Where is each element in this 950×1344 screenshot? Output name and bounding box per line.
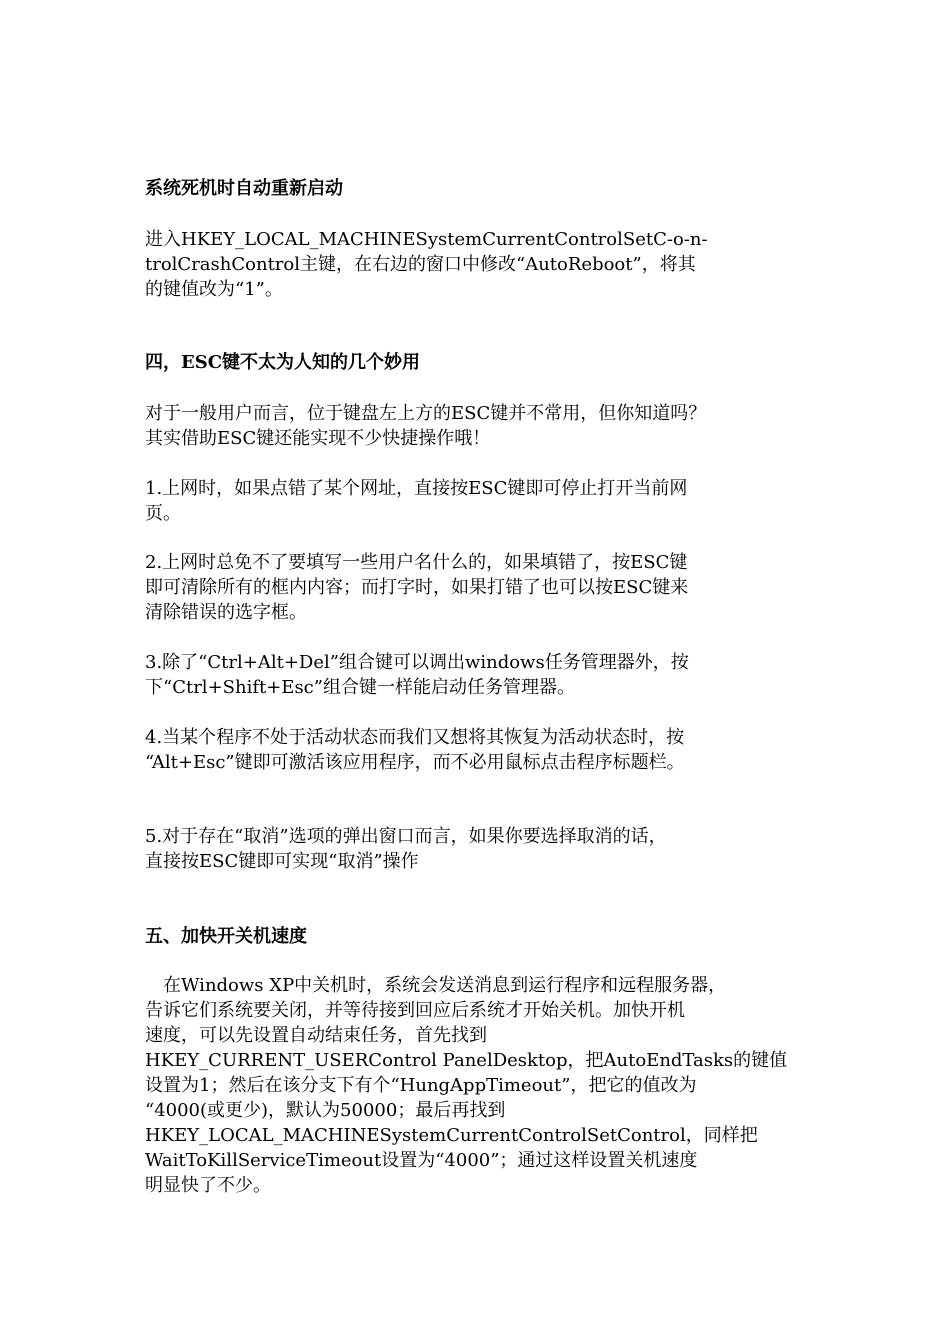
list-item-line: “Alt+Esc”键即可激活该应用程序，而不必用鼠标点击程序标题栏。 [145,752,685,773]
paragraph-line: 明显快了不少。 [145,1175,271,1196]
list-item-line: 即可清除所有的框内内容；而打字时，如果打错了也可以按ESC键来 [145,577,689,598]
paragraph-line: WaitToKillServiceTimeout设置为“4000”；通过这样设置关机速度 [145,1150,698,1171]
paragraph-line: 进入HKEY_LOCAL_MACHINESystemCurrentControlSetC-o-n- [145,229,708,250]
list-item-line: 4.当某个程序不处于活动状态而我们又想将其恢复为活动状态时，按 [145,727,685,748]
list-item-line: 2.上网时总免不了要填写一些用户名什么的，如果填错了，按ESC键 [145,552,688,573]
section-heading-esc: 四，ESC键不太为人知的几个妙用 [145,352,421,373]
list-item-line: 直接按ESC键即可实现“取消”操作 [145,851,419,872]
paragraph-line: 速度，可以先设置自动结束任务，首先找到 [145,1025,487,1046]
list-item-line: 下“Ctrl+Shift+Esc”组合键一样能启动任务管理器。 [145,677,575,698]
paragraph-line: HKEY_LOCAL_MACHINESystemCurrentControlSetControl，同样把 [145,1125,758,1146]
paragraph-line: 的键值改为“1”。 [145,279,283,300]
paragraph-line: 对于一般用户而言，位于键盘左上方的ESC键并不常用，但你知道吗？ [145,403,707,424]
section-heading-auto-restart: 系统死机时自动重新启动 [145,178,343,199]
paragraph-line: 在Windows XP中关机时，系统会发送消息到运行程序和远程服务器， [145,975,727,996]
list-item-line: 页。 [145,503,181,524]
paragraph-line: trolCrashControl主键，在右边的窗口中修改“AutoReboot”，将其 [145,254,696,275]
list-item-line: 清除错误的选字框。 [145,602,307,623]
paragraph-line: “4000(或更少)，默认为50000；最后再找到 [145,1100,506,1121]
list-item-line: 3.除了“Ctrl+Alt+Del”组合键可以调出windows任务管理器外，按 [145,652,689,673]
list-item-line: 1.上网时，如果点错了某个网址，直接按ESC键即可停止打开当前网 [145,478,688,499]
section-heading-shutdown: 五、加快开关机速度 [145,926,307,947]
paragraph-line: HKEY_CURRENT_USERControl PanelDesktop，把AutoEndTasks的键值 [145,1050,788,1071]
paragraph-line: 告诉它们系统要关闭，并等待接到回应后系统才开始关机。加快开机 [145,1000,685,1021]
paragraph-line: 其实借助ESC键还能实现不少快捷操作哦！ [145,428,491,449]
list-item-line: 5.对于存在“取消”选项的弹出窗口而言，如果你要选择取消的话， [145,826,667,847]
paragraph-line: 设置为1；然后在该分支下有个“HungAppTimeout”，把它的值改为 [145,1075,697,1096]
